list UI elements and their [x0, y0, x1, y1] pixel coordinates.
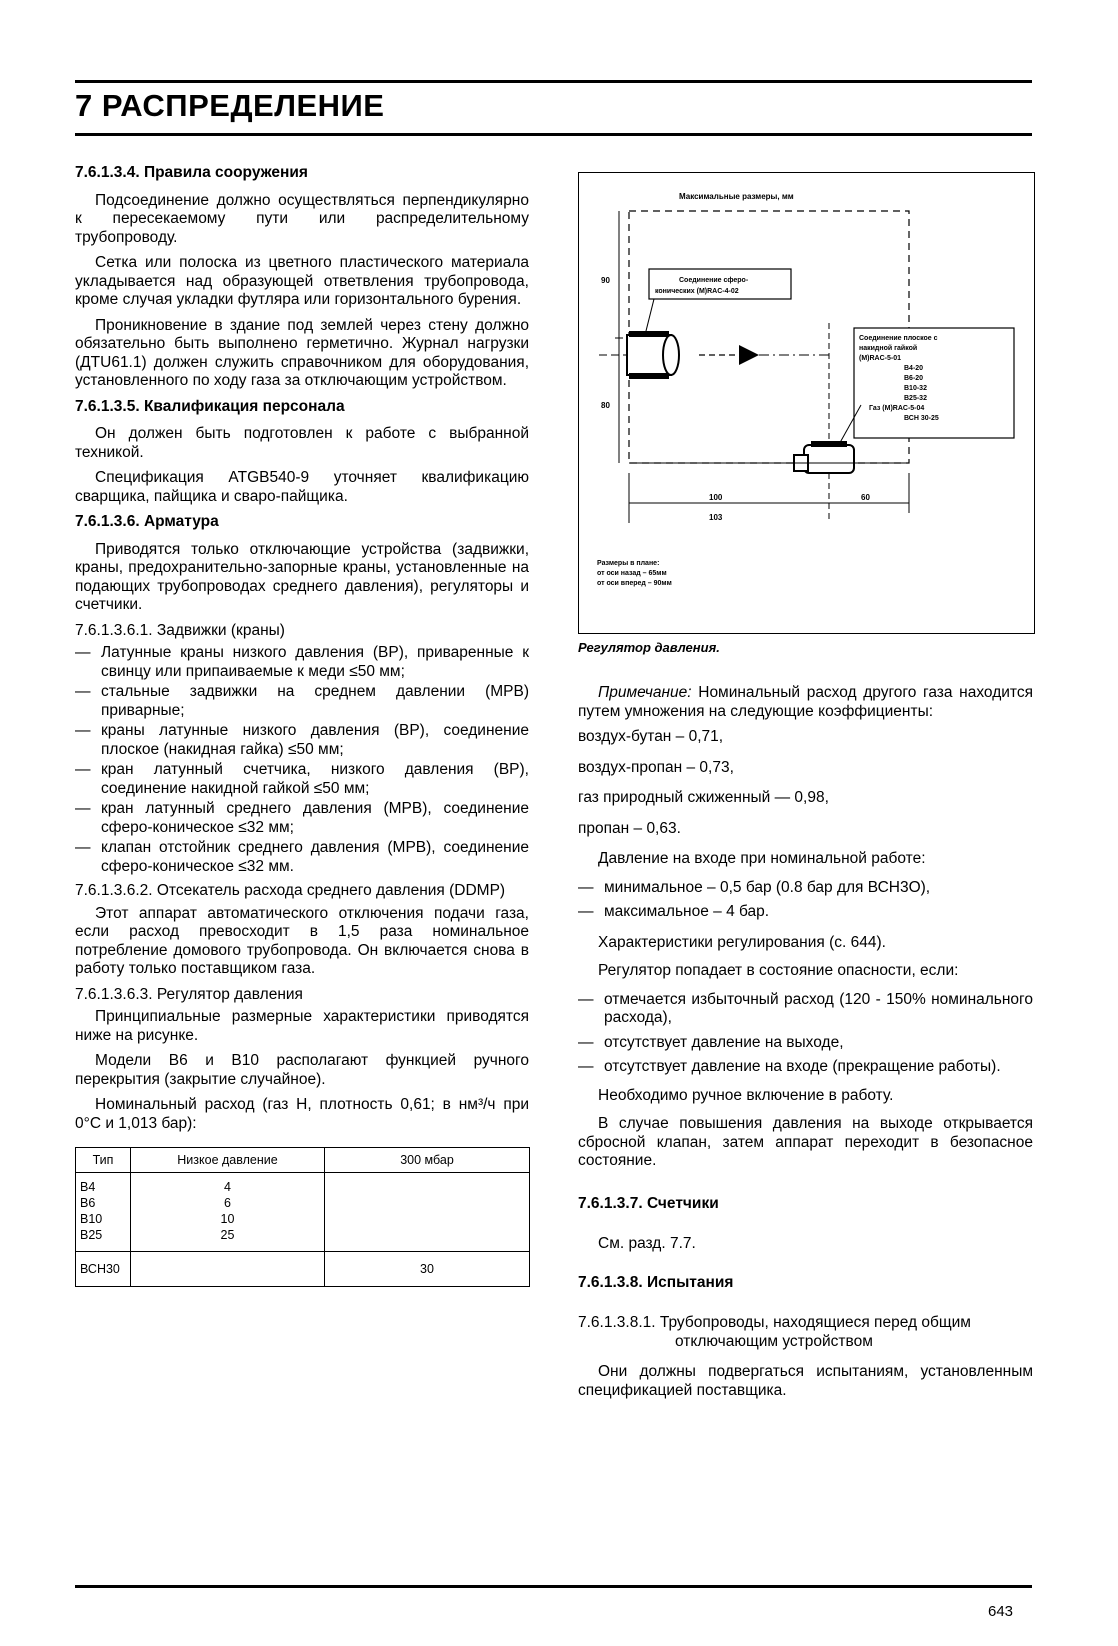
empty-cell — [131, 1252, 325, 1287]
paragraph: Спецификация ATGB540-9 уточняет квалификацию сварщика, пайщика и сварo-пайщика. — [75, 469, 529, 505]
table-row — [76, 1252, 530, 1287]
list-item: — Латунные краны низкого давления (ВР), приваренные к свинцу или припаиваемые к меди ≤50 мм; — [75, 644, 529, 681]
box2-line: накидной гайкой — [859, 345, 918, 352]
title-rule — [75, 133, 1032, 136]
box2-line: В6-20 — [904, 375, 924, 382]
type-cell: В4 — [80, 1180, 96, 1194]
top-rule — [75, 80, 1032, 83]
paragraph: См. разд. 7.7. — [598, 1235, 696, 1252]
paragraph: Необходимо ручное включение в работу. — [598, 1086, 894, 1104]
value-cell: 30 — [325, 1252, 530, 1287]
right-column — [578, 684, 1033, 1407]
paragraph: Сетка или полоска из цветного пластического материала укладывается над образующей ответвления трубопровода, кроме случая укладки футляра или горизонтального бурения. — [75, 254, 529, 308]
list-item: — максимальное – 4 бар. — [578, 903, 1033, 922]
paragraph: Номинальный расход (газ Н, плотность 0,61; в нм³/ч при 0°С и 1,013 бар): — [75, 1096, 529, 1132]
inlet-list — [578, 879, 1033, 922]
page-number: 643 — [988, 1603, 1014, 1620]
paragraph: Подсоединение должно осуществляться перпендикулярно к пересекаемому пути или распределительному трубопроводу. — [75, 191, 529, 246]
value-cell: 4 — [224, 1180, 231, 1194]
box2-line: (М)RAC-5-01 — [859, 355, 901, 362]
box2-line: В10-32 — [904, 385, 927, 392]
heading-meters: 7.6.1.3.7. Счетчики — [578, 1194, 719, 1212]
box2-line: ВСН 30-25 — [904, 415, 939, 422]
bottom-rule — [75, 1585, 1032, 1588]
paragraph: Характеристики регулирования (с. 644). — [598, 933, 886, 951]
coefficient: воздух-пропан – 0,73, — [578, 758, 734, 776]
subsection-pipelines: 7.6.1.3.8.1. Трубопроводы, находящиеся перед общим отключающим устройством — [578, 1314, 971, 1350]
plan-line: Размеры в плане: — [597, 560, 660, 567]
list-item: — кран латунный счетчика, низкого давления (ВР), соединение накидной гайкой ≤50 мм; — [75, 761, 529, 798]
coefficient: газ природный сжиженный — 0,98, — [578, 789, 829, 806]
left-column — [75, 164, 529, 1287]
heading-fittings: 7.6.1.3.6. Арматура — [75, 513, 219, 530]
value-cell: 6 — [224, 1196, 231, 1210]
type-cell: В6 — [80, 1196, 96, 1210]
subsection-valves: 7.6.1.3.6.1. Задвижки (краны) — [75, 621, 285, 639]
paragraph: Принципиальные размерные характеристики приводятся ниже на рисунке. — [75, 1008, 529, 1044]
paragraph: Регулятор попадает в состояние опасности, если: — [598, 962, 959, 979]
list-item: — отсутствует давление на входе (прекращение работы). — [578, 1058, 1033, 1077]
list-item: — минимальное – 0,5 бар (0.8 бар для ВСН3О), — [578, 879, 1033, 898]
list-item: — отмечается избыточный расход (120 - 150% номинального расхода), — [578, 991, 1033, 1028]
regulator-figure — [578, 172, 1035, 634]
paragraph: Этот аппарат автоматического отключения подачи газа, если расход превосходит в 1,5 раза номинальное потребление домового трубопровода. Он включается снова в работу только поставщиком газа. — [75, 904, 529, 977]
subsection-regulator: 7.6.1.3.6.3. Регулятор давления — [75, 985, 303, 1003]
dim-100: 100 — [709, 493, 723, 502]
flow-table — [75, 1147, 530, 1287]
danger-list — [578, 991, 1033, 1077]
box2-line: Соединение плоское с — [859, 335, 938, 342]
table-header: 300 мбар — [325, 1148, 530, 1173]
paragraph: Он должен быть подготовлен к работе с выбранной техникой. — [75, 425, 529, 461]
paragraph: Проникновение в здание под землей через стену должно обязательно быть выполнено герметично. Журнал нагрузки (ДТU61.1) должен служить справочником для оборудования, установленного по ходу газа за отключающим устройством. — [75, 316, 529, 389]
value-cell: 10 — [220, 1212, 235, 1226]
dim-90: 90 — [601, 276, 610, 285]
box2-line: В4-20 — [904, 365, 924, 372]
paragraph: Давление на входе при номинальной работе: — [598, 850, 926, 867]
plan-line: от оси назад – 65мм — [597, 570, 667, 577]
paragraph: Модели В6 и В10 располагают функцией ручного перекрытия (закрытие случайное). — [75, 1052, 529, 1088]
type-cell: ВСН30 — [76, 1252, 131, 1287]
paragraph: В случае повышения давления на выходе открывается сбросной клапан, затем аппарат переходит в безопасное состояние. — [578, 1115, 1033, 1169]
type-cell: В25 — [80, 1228, 103, 1242]
empty-cell — [325, 1173, 530, 1252]
dim-80: 80 — [601, 401, 610, 410]
dim-60: 60 — [861, 493, 870, 502]
heading-tests: 7.6.1.3.8. Испытания — [578, 1273, 734, 1291]
box2-line: Газ (М)RAC-5-04 — [869, 405, 925, 412]
list-item: — стальные задвижки на среднем давлении (МРВ) приварные; — [75, 683, 529, 720]
note-text: Номинальный расход другого газа находится путем умножения на следующие коэффициенты: — [578, 684, 1033, 720]
value-cell: 25 — [220, 1228, 235, 1242]
paragraph: Приводятся только отключающие устройства (задвижки, краны, предохранительно-запорные краны, установленные на подающих трубопроводах среднего давления), регуляторы и счетчики. — [75, 540, 529, 613]
box1-line: конических (М)RAC-4-02 — [655, 288, 739, 295]
chapter-title: 7 РАСПРЕДЕЛЕНИЕ — [75, 88, 385, 123]
list-item: — кран латунный среднего давления (МРВ), соединение сферо-коническое ≤32 мм; — [75, 800, 529, 837]
table-row — [76, 1173, 530, 1252]
subsection-ddmp: 7.6.1.3.6.2. Отсекатель расхода среднего давления (DDMP) — [75, 882, 506, 899]
coefficient: пропан – 0,63. — [578, 819, 681, 837]
regulator-diagram — [579, 173, 1034, 633]
note-paragraph — [578, 684, 1033, 721]
list-item: — краны латунные низкого давления (ВР), соединение плоское (накидная гайка) ≤50 мм; — [75, 722, 529, 759]
coefficient: воздух-бутан – 0,71, — [578, 728, 724, 745]
type-cell: В10 — [80, 1212, 103, 1226]
dim-103: 103 — [709, 513, 723, 522]
note-label: Примечание: — [598, 684, 692, 701]
max-dims-label: Максимальные размеры, мм — [679, 192, 794, 201]
valves-list — [75, 644, 529, 876]
table-header: Низкое давление — [131, 1148, 325, 1173]
table-header: Тип — [76, 1148, 131, 1173]
heading-rules: 7.6.1.3.4. Правила сооружения — [75, 164, 308, 181]
box1-line: Соединение сферо- — [679, 277, 749, 284]
list-item: — отсутствует давление на выходе, — [578, 1034, 1033, 1053]
list-item: — клапан отстойник среднего давления (МРВ), соединение сферо-коническое ≤32 мм. — [75, 839, 529, 876]
box2-line: В25-32 — [904, 395, 927, 402]
heading-qualification: 7.6.1.3.5. Квалификация персонала — [75, 397, 345, 415]
plan-line: от оси вперед – 90мм — [597, 580, 672, 587]
paragraph: Они должны подвергаться испытаниям, установленным спецификацией поставщика. — [578, 1363, 1033, 1399]
figure-caption: Регулятор давления. — [578, 640, 720, 655]
